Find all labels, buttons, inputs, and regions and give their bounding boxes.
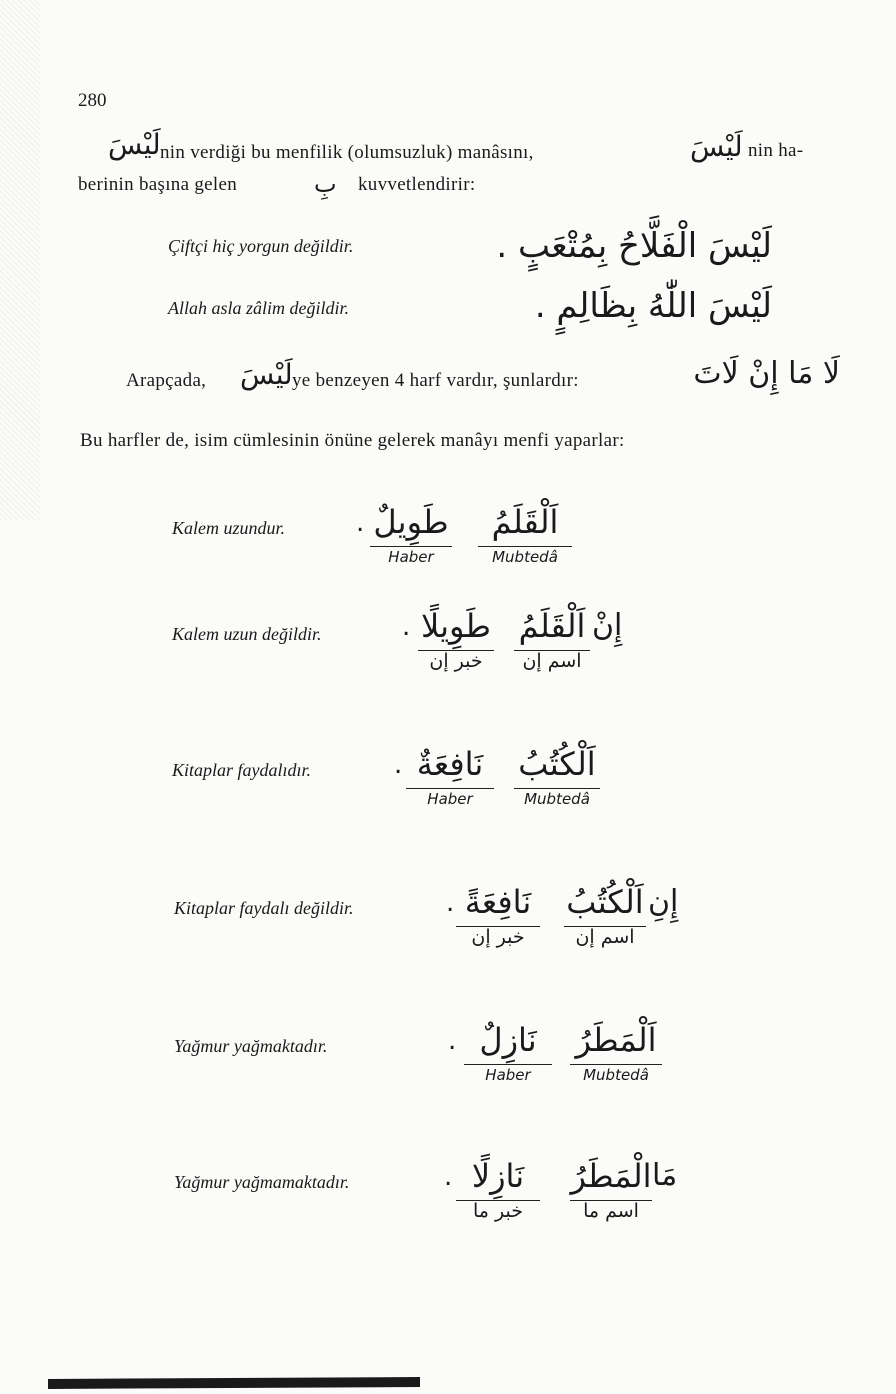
ism-label: Mubtedâ — [524, 790, 590, 808]
sentence-4-ism — [564, 880, 646, 947]
ism-label: اسم ما — [583, 1200, 639, 1222]
ism-word: اَلْمَطَرُ — [575, 1021, 657, 1059]
ism-word: اَلْكُتُبُ — [518, 745, 596, 783]
khabar-label: Haber — [427, 790, 473, 808]
khabar-label: خبر ما — [473, 1200, 523, 1222]
sentence-1-period: . — [356, 508, 365, 538]
ism-label: اسم إن — [522, 650, 582, 672]
sentence-3-khabar — [406, 742, 494, 809]
ism-word: اَلْقَلَمُ — [491, 503, 559, 541]
sentence-3-period: . — [394, 750, 403, 780]
khabar-word: نَازِلٌ — [479, 1021, 537, 1059]
similar-text-b: ye benzeyen 4 harf vardır, şunlardır: — [292, 370, 579, 391]
khabar-label: خبر إن — [471, 926, 525, 948]
sentence-1-khabar — [370, 500, 452, 567]
ism-label: Mubtedâ — [492, 548, 558, 566]
sentence-2-particle: إِنْ — [592, 608, 623, 643]
similar-text-a: Arapçada, — [126, 370, 207, 391]
sentence-6-period: . — [444, 1162, 453, 1192]
sentence-1-ism — [478, 500, 572, 567]
similar-letters-arabic: لَا مَا إِنْ لَاتَ — [693, 356, 840, 391]
intro-line-2-text-a: berinin başına gelen — [78, 174, 238, 195]
sentence-5-turkish: Yağmur yağmaktadır. — [174, 1036, 328, 1056]
khabar-word: نَافِعَةٌ — [416, 745, 484, 783]
sentence-2-turkish: Kalem uzun değildir. — [172, 624, 322, 644]
khabar-word: نَافِعَةً — [464, 883, 532, 921]
khabar-label: Haber — [485, 1066, 531, 1084]
ba-letter: بِ — [314, 170, 337, 198]
khabar-label: خبر إن — [429, 650, 483, 672]
ism-label: Mubtedâ — [583, 1066, 649, 1084]
ism-word: الْمَطَرُ — [570, 1157, 652, 1195]
laysa-example-1-turkish: Çiftçi hiç yorgun değildir. — [168, 236, 354, 256]
page-number: 280 — [78, 90, 107, 111]
intro-line-2 — [78, 170, 476, 198]
sentence-6-particle: مَا — [652, 1158, 678, 1193]
sentence-4-particle: إِنِ — [648, 884, 679, 919]
sentence-3-ism — [514, 742, 600, 809]
khabar-word: طَوِيلًا — [421, 607, 491, 645]
scan-speckle — [0, 0, 40, 520]
laysa-example-2-turkish: Allah asla zâlim değildir. — [168, 298, 350, 318]
khabar-word: طَوِيلٌ — [373, 503, 449, 541]
sentence-3-turkish: Kitaplar faydalıdır. — [172, 760, 312, 780]
ism-label: اسم إن — [575, 926, 635, 948]
sentence-4-turkish: Kitaplar faydalı değildir. — [174, 898, 354, 918]
laysa-example-1-arabic: لَيْسَ الْفَلَّاحُ بِمُتْعَبٍ . — [496, 226, 772, 266]
sentence-2-khabar — [418, 604, 494, 671]
intro-line-1-text-a: nin verdiği bu menfilik (olumsuzluk) manâsını, — [160, 142, 534, 163]
khabar-word: نَازِلًا — [471, 1157, 525, 1195]
ism-word: اَلْكُتُبُ — [566, 883, 644, 921]
laysa-word-2: لَيْسَ — [690, 130, 743, 163]
khabar-label: Haber — [388, 548, 434, 566]
sentence-5-period: . — [448, 1026, 457, 1056]
sentence-2-period: . — [402, 612, 411, 642]
similar-line-2: Bu harfler de, isim cümlesinin önüne gelerek manâyı menfi yaparlar: — [80, 430, 625, 451]
similar-letters-line — [126, 358, 579, 392]
sentence-6-turkish: Yağmur yağmamaktadır. — [174, 1172, 350, 1192]
laysa-example-2-arabic: لَيْسَ اللّٰهُ بِظَالِمٍ . — [534, 286, 772, 326]
intro-line-1-text-b: nin ha- — [748, 140, 804, 161]
intro-line-2-text-b: kuvvetlendirir: — [358, 174, 476, 195]
laysa-word: لَيْسَ — [108, 128, 161, 161]
sentence-4-period: . — [446, 888, 455, 918]
sentence-6-ism — [570, 1154, 652, 1221]
sentence-5-khabar — [464, 1018, 552, 1085]
ism-word: اَلْقَلَمُ — [518, 607, 586, 645]
sentence-6-khabar — [456, 1154, 540, 1221]
sentence-1-turkish: Kalem uzundur. — [172, 518, 286, 538]
bottom-rule — [48, 1377, 420, 1389]
sentence-5-ism — [570, 1018, 662, 1085]
laysa-word-3: لَيْسَ — [240, 358, 293, 391]
sentence-2-ism — [514, 604, 590, 671]
sentence-4-khabar — [456, 880, 540, 947]
